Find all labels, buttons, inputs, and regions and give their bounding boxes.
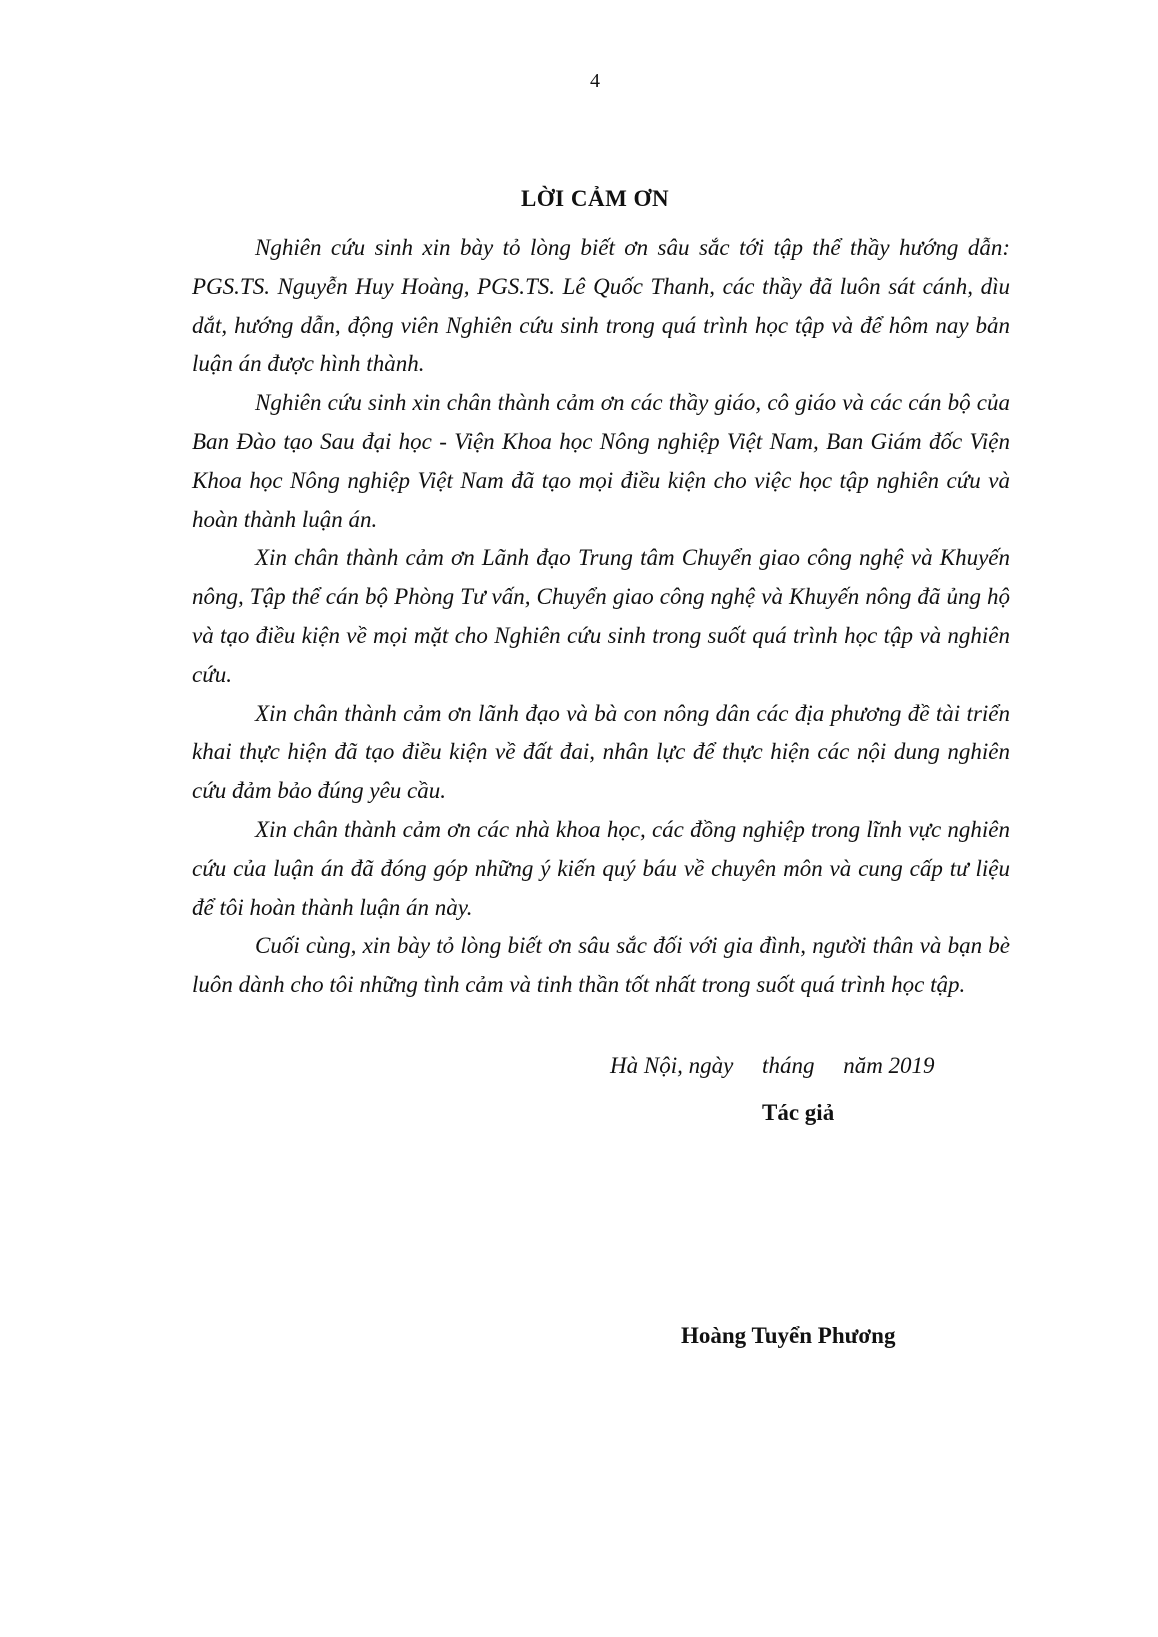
acknowledgement-body xyxy=(192,229,1010,1005)
page-title: LỜI CẢM ƠN xyxy=(520,186,670,211)
author-name: Hoàng Tuyển Phương xyxy=(681,1323,896,1348)
date-line: Hà Nội, ngày tháng năm 2019 xyxy=(610,1053,935,1078)
paragraph-institute: Nghiên cứu sinh xin chân thành cảm ơn các thầy giáo, cô giáo và các cán bộ của Ban Đào tạo Sau đại học - Viện Khoa học Nông nghiệp Việt Nam, Ban Giám đốc Viện Khoa học Nông nghiệp Việt Nam đã tạo mọi điều kiện cho việc học tập nghiên cứu và hoàn thành luận án. xyxy=(192,390,1010,532)
paragraph-localities: Xin chân thành cảm ơn lãnh đạo và bà con nông dân các địa phương đề tài triển khai thực hiện đã tạo điều kiện về đất đai, nhân lực để thực hiện các nội dung nghiên cứu đảm bảo đúng yêu cầu. xyxy=(192,700,1010,804)
paragraph-scientists: Xin chân thành cảm ơn các nhà khoa học, các đồng nghiệp trong lĩnh vực nghiên cứu của luận án đã đóng góp những ý kiến quý báu về chuyên môn và cung cấp tư liệu để tôi hoàn thành luận án này. xyxy=(192,816,1010,920)
paragraph-center: Xin chân thành cảm ơn Lãnh đạo Trung tâm Chuyển giao công nghệ và Khuyến nông, Tập thể cán bộ Phòng Tư vấn, Chuyển giao công nghệ và Khuyến nông đã ủng hộ và tạo điều kiện về mọi mặt cho Nghiên cứu sinh trong suốt quá trình học tập và nghiên cứu. xyxy=(192,545,1010,687)
paragraph-advisors: Nghiên cứu sinh xin bày tỏ lòng biết ơn sâu sắc tới tập thể thầy hướng dẫn: PGS.TS. Nguyễn Huy Hoàng, PGS.TS. Lê Quốc Thanh, các thầy đã luôn sát cánh, dìu dắt, hướng dẫn, động viên Nghiên cứu sinh trong quá trình học tập và để hôm nay bản luận án được hình thành. xyxy=(192,235,1010,377)
paragraph-family: Cuối cùng, xin bày tỏ lòng biết ơn sâu sắc đối với gia đình, người thân và bạn bè luôn dành cho tôi những tình cảm và tinh thần tốt nhất trong suốt quá trình học tập. xyxy=(192,933,1010,998)
author-role: Tác giả xyxy=(762,1100,835,1125)
page-number: 4 xyxy=(590,70,600,92)
